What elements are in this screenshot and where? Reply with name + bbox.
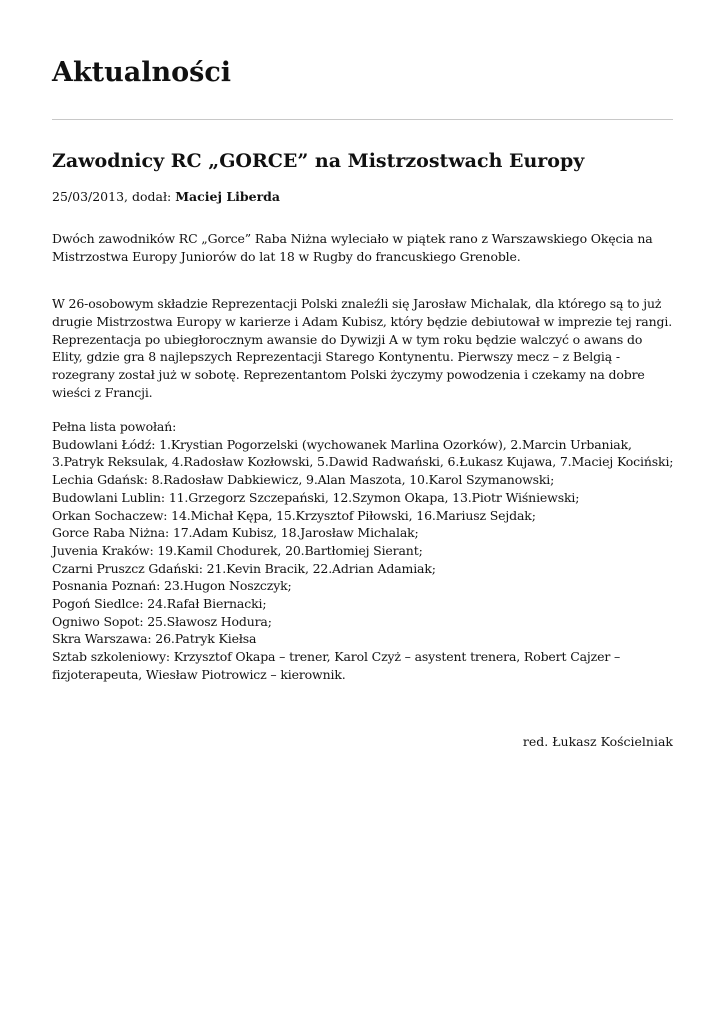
list-item: Orkan Sochaczew: 14.Michał Kępa, 15.Krzysztof Piłowski, 16.Mariusz Sejdak; [52,507,536,523]
article-meta [52,188,280,206]
list-item: Czarni Pruszcz Gdański: 21.Kevin Bracik, 22.Adrian Adamiak; [52,560,436,576]
divider [52,119,673,120]
article-paragraph-1: Dwóch zawodników RC „Gorce” Raba Niżna wyleciało w piątek rano z Warszawskiego Okęcia na Mistrzostwa Europy Juniorów do lat 18 w Rugby do francuskiego Grenoble. [52,231,653,264]
list-item: Budowlani Łódź: 1.Krystian Pogorzelski (wychowanek Marlina Ozorków), 2.Marcin Urbaniak, [52,436,632,452]
section-title: Aktualności [52,57,232,88]
list-item: Gorce Raba Niżna: 17.Adam Kubisz, 18.Jarosław Michalak; [52,525,419,541]
article-author: Maciej Liberda [175,189,280,204]
list-item: Skra Warszawa: 26.Patryk Kiełsa [52,631,257,647]
list-item: Posnania Poznań: 23.Hugon Noszczyk; [52,578,292,594]
list-item: Ogniwo Sopot: 25.Sławosz Hodura; [52,613,272,629]
squad-list [52,418,673,684]
list-item: Pełna lista powołań: [52,419,177,434]
list-item: Budowlani Lublin: 11.Grzegorz Szczepański, 12.Szymon Okapa, 13.Piotr Wiśniewski; [52,489,580,505]
list-item: fizjoterapeuta, Wiesław Piotrowicz – kierownik. [52,666,346,682]
article-title: Zawodnicy RC „GORCE” na Mistrzostwach Europy [52,150,585,172]
article-paragraph-2: W 26-osobowym składzie Reprezentacji Polski znaleźli się Jarosław Michalak, dla którego są to już drugie Mistrzostwa Europy w karierze i Adam Kubisz, który będzie debiutował w imprezie tej rangi. Reprezentacja po ubiegłorocznym awansie do Dywizji A w tym roku będzie walczyć o awans do Elity, gdzie gra 8 najlepszych Reprezentacji Starego Kontynentu. Pierwszy mecz – z Belgią - rozegrany został już w sobotę. Reprezentantom Polski życzymy powodzenia i czekamy na dobre wieści z Francji. [52,296,673,400]
list-item: Juvenia Kraków: 19.Kamil Chodurek, 20.Bartłomiej Sierant; [52,542,423,558]
list-item: Pogoń Siedlce: 24.Rafał Biernacki; [52,596,267,612]
article-date: 25/03/2013, dodał: [52,189,176,204]
list-item: Sztab szkoleniowy: Krzysztof Okapa – trener, Karol Czyż – asystent trenera, Robert Cajzer – [52,649,621,665]
list-item: Lechia Gdańsk: 8.Radosław Dabkiewicz, 9.Alan Maszota, 10.Karol Szymanowski; [52,472,555,488]
list-item: 3.Patryk Reksulak, 4.Radosław Kozłowski, 5.Dawid Radwański, 6.Łukasz Kujawa, 7.Maciej Kociński; [52,454,674,470]
article-signature: red. Łukasz Kościelniak [522,734,673,749]
